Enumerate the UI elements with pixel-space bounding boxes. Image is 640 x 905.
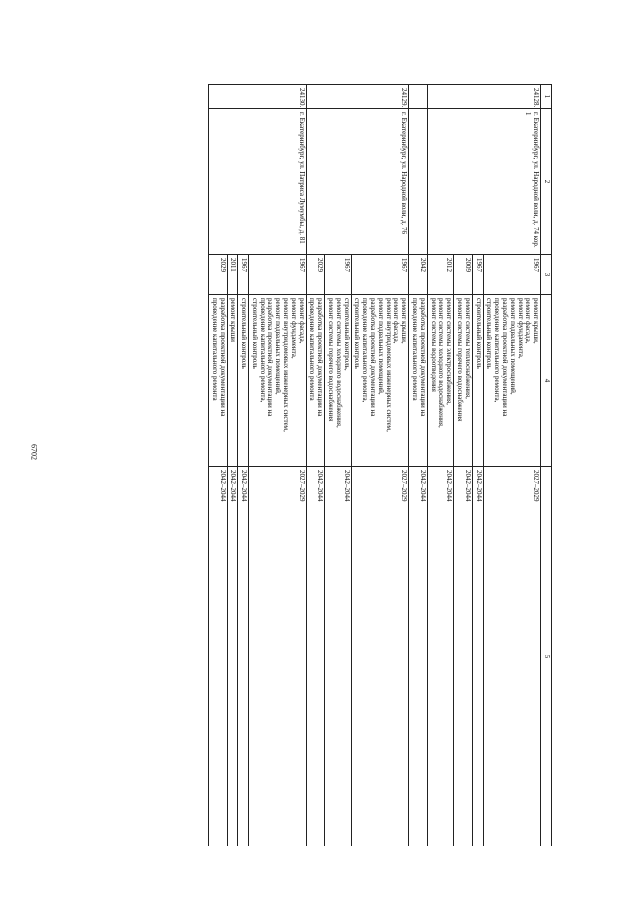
- work-line: проведение капитального ремонта,: [361, 298, 370, 403]
- work-line: ремонт системы горячего водоснабжения: [327, 298, 336, 422]
- header-cell-2: 2: [541, 109, 552, 255]
- period-cell: 2042–2044: [427, 467, 453, 847]
- work-line: ремонт подвальных помещений,: [508, 298, 517, 395]
- table-row: [249, 85, 307, 847]
- address-cell: г. Екатеринбург, ул. Народной воли, д. 74 кор. 1: [427, 109, 540, 255]
- record-number: 24129.: [306, 85, 409, 109]
- work-line: строительный контроль: [474, 298, 483, 369]
- work-line: ремонт системы водоотведения: [429, 298, 438, 392]
- work-line: ремонт крыши,: [400, 298, 409, 344]
- work-line: разработка проектной документации на: [501, 298, 510, 417]
- header-cell-4: 4: [541, 295, 552, 467]
- works-cell: [454, 295, 473, 467]
- table-row: [351, 85, 409, 847]
- works-cell: [249, 295, 307, 467]
- address-cell: г. Екатеринбург, ул. Патриса Лумумбы, д. 81: [208, 109, 306, 255]
- work-line: ремонт внутридомовых инженерных систем,: [282, 298, 291, 432]
- work-line: ремонт фасада,: [392, 298, 401, 344]
- header-cell-5: 5: [541, 467, 552, 847]
- year-cell: 1967: [325, 255, 351, 295]
- works-cell: [427, 295, 453, 467]
- year-cell: 1967: [249, 255, 307, 295]
- repair-schedule-table: [208, 84, 552, 846]
- period-cell: 2042–2044: [306, 467, 325, 847]
- work-line: ремонт системы горячего водоснабжения: [456, 298, 465, 422]
- year-cell: 2042: [409, 255, 428, 295]
- works-cell: [306, 295, 325, 467]
- work-line: проведение капитального ремонта: [308, 298, 317, 401]
- period-cell: 2042–2044: [472, 467, 483, 847]
- work-line: разработка проектной документации на: [266, 298, 275, 417]
- work-line: проведение капитального ремонта: [210, 298, 219, 401]
- period-cell: 2042–2044: [409, 467, 428, 847]
- work-line: ремонт фундамента,: [516, 298, 525, 359]
- work-line: ремонт крыши: [229, 298, 238, 342]
- work-line: ремонт фундамента,: [289, 298, 298, 359]
- year-cell: 2011: [227, 255, 238, 295]
- work-line: ремонт подвальных помещений,: [376, 298, 385, 395]
- work-line: ремонт системы электроснабжения,: [445, 298, 454, 405]
- work-line: ремонт фасада,: [297, 298, 306, 344]
- works-cell: [208, 295, 227, 467]
- period-cell: 2027–2029: [483, 467, 541, 847]
- table-row: [409, 85, 428, 847]
- header-row: [541, 85, 552, 847]
- work-line: ремонт подвальных помещений,: [274, 298, 283, 395]
- period-cell: 2027–2029: [249, 467, 307, 847]
- works-cell: [227, 295, 238, 467]
- rotated-content: [82, 84, 552, 846]
- period-cell: 2042–2044: [325, 467, 351, 847]
- period-cell: 2042–2044: [208, 467, 227, 847]
- work-line: строительный контроль: [250, 298, 259, 369]
- work-line: разработка проектной документации на: [369, 298, 378, 417]
- address-cell: [409, 109, 428, 255]
- year-cell: 2009: [454, 255, 473, 295]
- record-number: 24128.: [427, 85, 540, 109]
- year-cell: 1967: [351, 255, 409, 295]
- work-line: проведение капитального ремонта: [411, 298, 420, 401]
- year-cell: 1967: [483, 255, 541, 295]
- work-line: разработка проектной документации на: [316, 298, 325, 417]
- table-frame: [82, 84, 552, 846]
- work-line: разработка проектной документации на: [218, 298, 227, 417]
- work-line: проведение капитального ремонта,: [258, 298, 267, 403]
- work-line: ремонт крыши,: [532, 298, 541, 344]
- year-cell: 2012: [427, 255, 453, 295]
- year-cell: 1967: [238, 255, 249, 295]
- record-number: 24130.: [208, 85, 306, 109]
- work-line: ремонт системы теплоснабжения,: [463, 298, 472, 399]
- record-number: [409, 85, 428, 109]
- year-cell: 2029: [306, 255, 325, 295]
- work-line: ремонт фасада,: [524, 298, 533, 344]
- work-line: ремонт системы холодного водоснабжения,: [437, 298, 446, 428]
- work-line: ремонт внутридомовых инженерных систем,: [384, 298, 393, 432]
- header-cell-1: 1: [541, 85, 552, 109]
- period-cell: 2042–2044: [227, 467, 238, 847]
- period-cell: 2042–2044: [238, 467, 249, 847]
- header-cell-3: 3: [541, 255, 552, 295]
- works-cell: [472, 295, 483, 467]
- works-cell: [483, 295, 541, 467]
- works-cell: [351, 295, 409, 467]
- period-cell: 2042–2044: [454, 467, 473, 847]
- works-cell: [238, 295, 249, 467]
- year-cell: 2029: [208, 255, 227, 295]
- page-number: 6702: [29, 444, 39, 460]
- work-line: строительный контроль,: [342, 298, 351, 371]
- works-cell: [409, 295, 428, 467]
- work-line: проведение капитального ремонта,: [493, 298, 502, 403]
- work-line: ремонт системы холодного водоснабжения,: [334, 298, 343, 428]
- period-cell: 2027–2029: [351, 467, 409, 847]
- works-cell: [325, 295, 351, 467]
- work-line: строительный контроль: [485, 298, 494, 369]
- address-cell: г. Екатеринбург, ул. Народной воли, д. 76: [306, 109, 409, 255]
- table-row: [483, 85, 541, 847]
- work-line: строительный контроль: [353, 298, 362, 369]
- year-cell: 1967: [472, 255, 483, 295]
- work-line: строительный контроль: [240, 298, 249, 369]
- work-line: разработка проектной документации на: [418, 298, 427, 417]
